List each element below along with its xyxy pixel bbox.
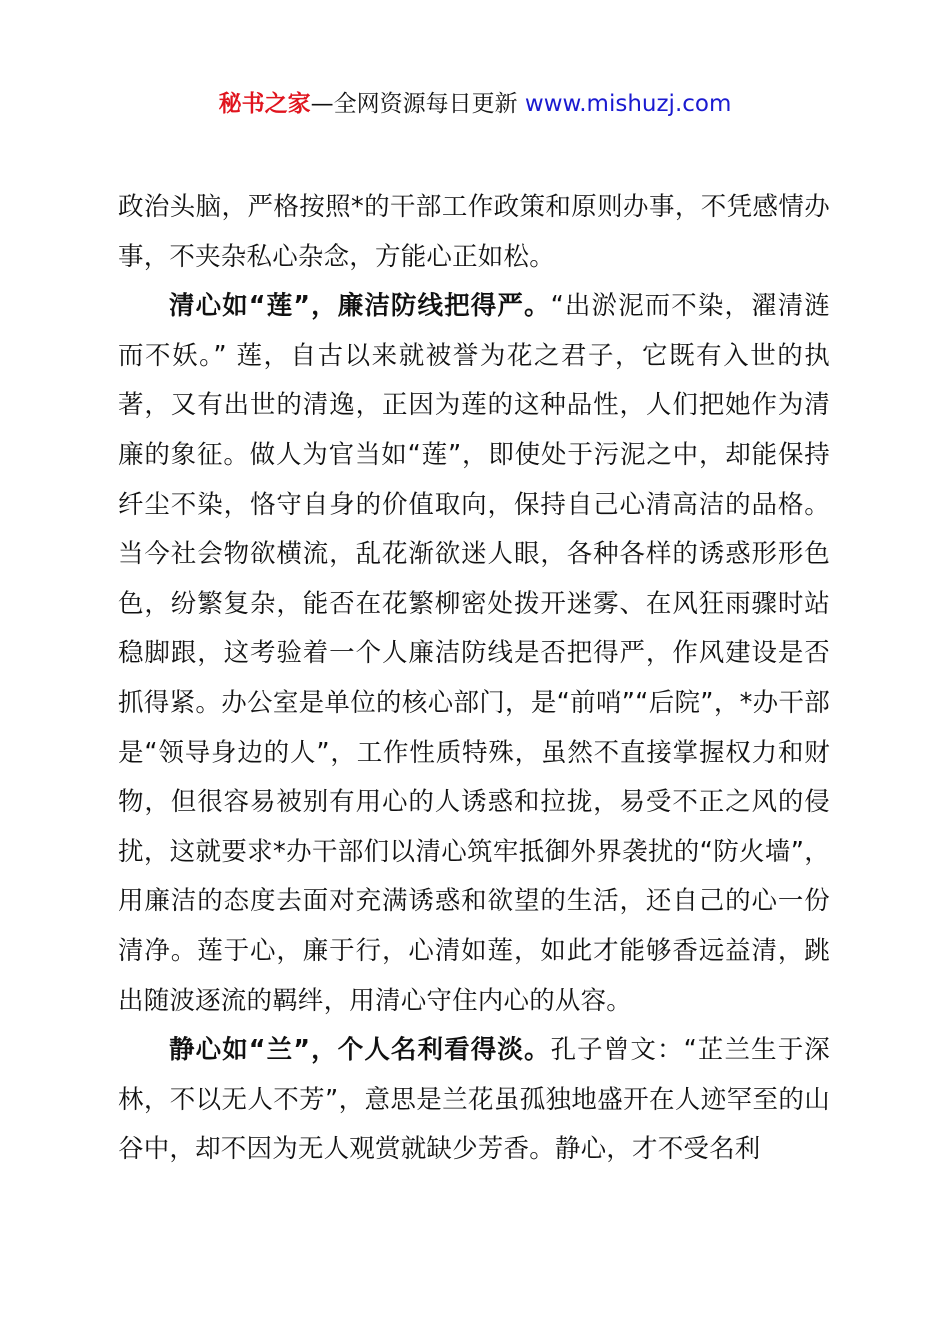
paragraph-text: 政治头脑，严格按照*的干部工作政策和原则办事，不凭感情办事，不夹杂私心杂念，方能心正如松。 xyxy=(118,192,830,272)
page-header xyxy=(0,86,950,122)
paragraph-lotus xyxy=(118,282,830,1026)
paragraph-text: 孔子曾文：“芷兰生于深林，不以无人不芳”，意思是兰花虽孤独地盛开在人迹罕至的山谷中，却不因为无人观赏就缺少芳香。静心，才不受名利 xyxy=(118,1035,830,1165)
paragraph-text: “出淤泥而不染，濯清涟而不妖。” 莲，自古以来就被誉为花之君子，它既有入世的执著，又有出世的清逸，正因为莲的这种品性，人们把她作为清廉的象征。做人为官当如“莲”，即使处于污泥之中，却能保持纤尘不染，恪守自身的价值取向，保持自己心清高洁的品格。当今社会物欲横流，乱花渐欲迷人眼，各种各样的诱惑形形色色，纷繁复杂，能否在花繁柳密处拨开迷雾、在风狂雨骤时站稳脚跟，这考验着一个人廉洁防线是否把得严，作风建设是否抓得紧。办公室是单位的核心部门，是“前哨”“后院”，*办干部是“领导身边的人”，工作性质特殊，虽然不直接掌握权力和财物，但很容易被别有用心的人诱惑和拉拢，易受不正之风的侵扰，这就要求*办干部们以清心筑牢抵御外界袭扰的“防火墙”，用廉洁的态度去面对充满诱惑和欲望的生活，还自己的心一份清净。莲于心，廉于行，心清如莲，如此才能够香远益清，跳出随波逐流的羁绊，用清心守住内心的从容。 xyxy=(118,291,830,1016)
brand-name: 秘书之家 xyxy=(218,91,311,117)
paragraph-heading: 清心如“莲”，廉洁防线把得严。 xyxy=(169,291,551,322)
website-link[interactable]: www.mishuzj.com xyxy=(524,91,732,117)
paragraph-continuation xyxy=(118,183,830,282)
paragraph-orchid xyxy=(118,1026,830,1175)
paragraph-heading: 静心如“兰”，个人名利看得淡。 xyxy=(169,1035,551,1066)
document-body xyxy=(118,183,830,1175)
header-tagline: —全网资源每日更新 xyxy=(310,91,525,117)
